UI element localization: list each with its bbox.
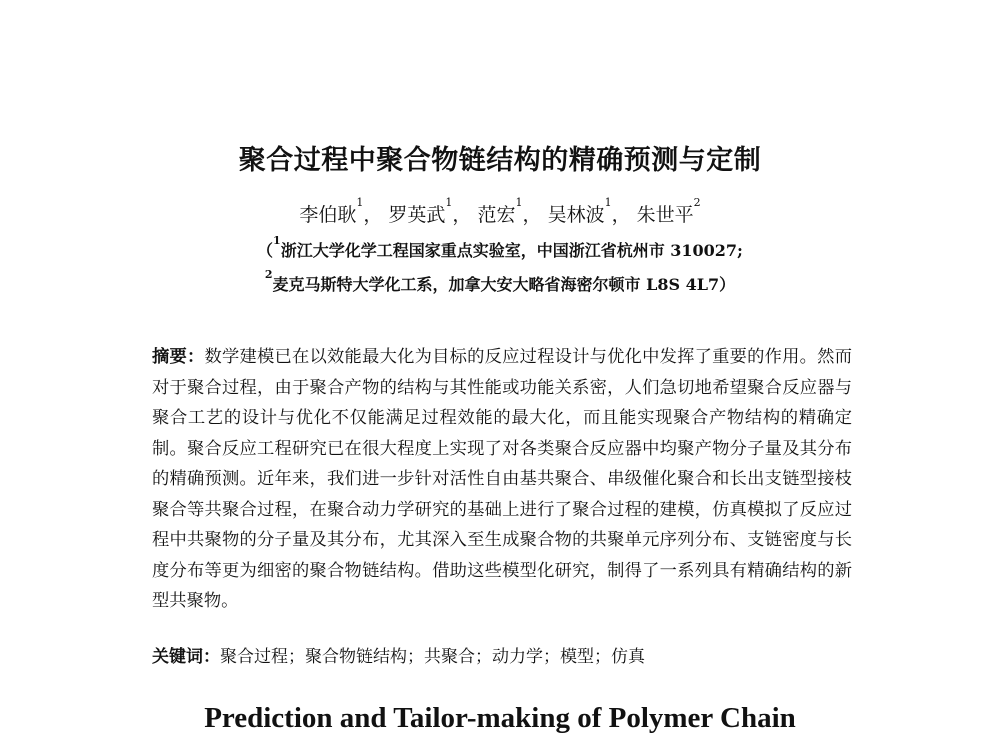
- author-list: [0, 196, 1000, 227]
- abstract: [152, 342, 852, 617]
- author: 罗英武$^1$，: [388, 196, 472, 226]
- author: 吴林波$^1$，: [547, 196, 631, 226]
- english-title: Prediction and Tailor-making of Polymer Chain: [204, 702, 796, 734]
- author: 李伯耿$^1$，: [299, 196, 383, 226]
- chinese-title: 聚合过程中聚合物链结构的精确预测与定制: [238, 145, 762, 176]
- abstract-label: 摘要：: [152, 347, 205, 367]
- author: 朱世平$^2$: [636, 196, 701, 226]
- affiliation-2: $^2$麦克马斯特大学化工系，加拿大安大略省海密尔顿市 L8S 4L7）: [264, 268, 736, 294]
- keywords-text: 聚合过程；聚合物链结构；共聚合；动力学；模型；仿真: [220, 647, 645, 667]
- author: 范宏$^1$，: [477, 196, 542, 226]
- affiliation-1: （$^1$浙江大学化学工程国家重点实验室，中国浙江省杭州市 310027;: [257, 234, 743, 260]
- keywords: [152, 645, 852, 669]
- keywords-label: 关键词：: [152, 647, 220, 667]
- abstract-text: 数学建模已在以效能最大化为目标的反应过程设计与优化中发挥了重要的作用。然而对于聚合过程，由于聚合产物的结构与其性能或功能关系密，人们急切地希望聚合反应器与聚合工艺的设计与优化不仅能满足过程效能的最大化，而且能实现聚合产物结构的精确定制。聚合反应工程研究已在很大程度上实现了对各类聚合反应器中均聚产物分子量及其分布的精确预测。近年来，我们进一步针对活性自由基共聚合、串级催化聚合和长出支链型接枝聚合等共聚合过程，在聚合动力学研究的基础上进行了聚合过程的建模，仿真模拟了反应过程中共聚物的分子量及其分布，尤其深入至生成聚合物的共聚单元序列分布、支链密度与长度分布等更为细密的聚合物链结构。借助这些模型化研究，制得了一系列具有精确结构的新型共聚物。: [152, 347, 852, 611]
